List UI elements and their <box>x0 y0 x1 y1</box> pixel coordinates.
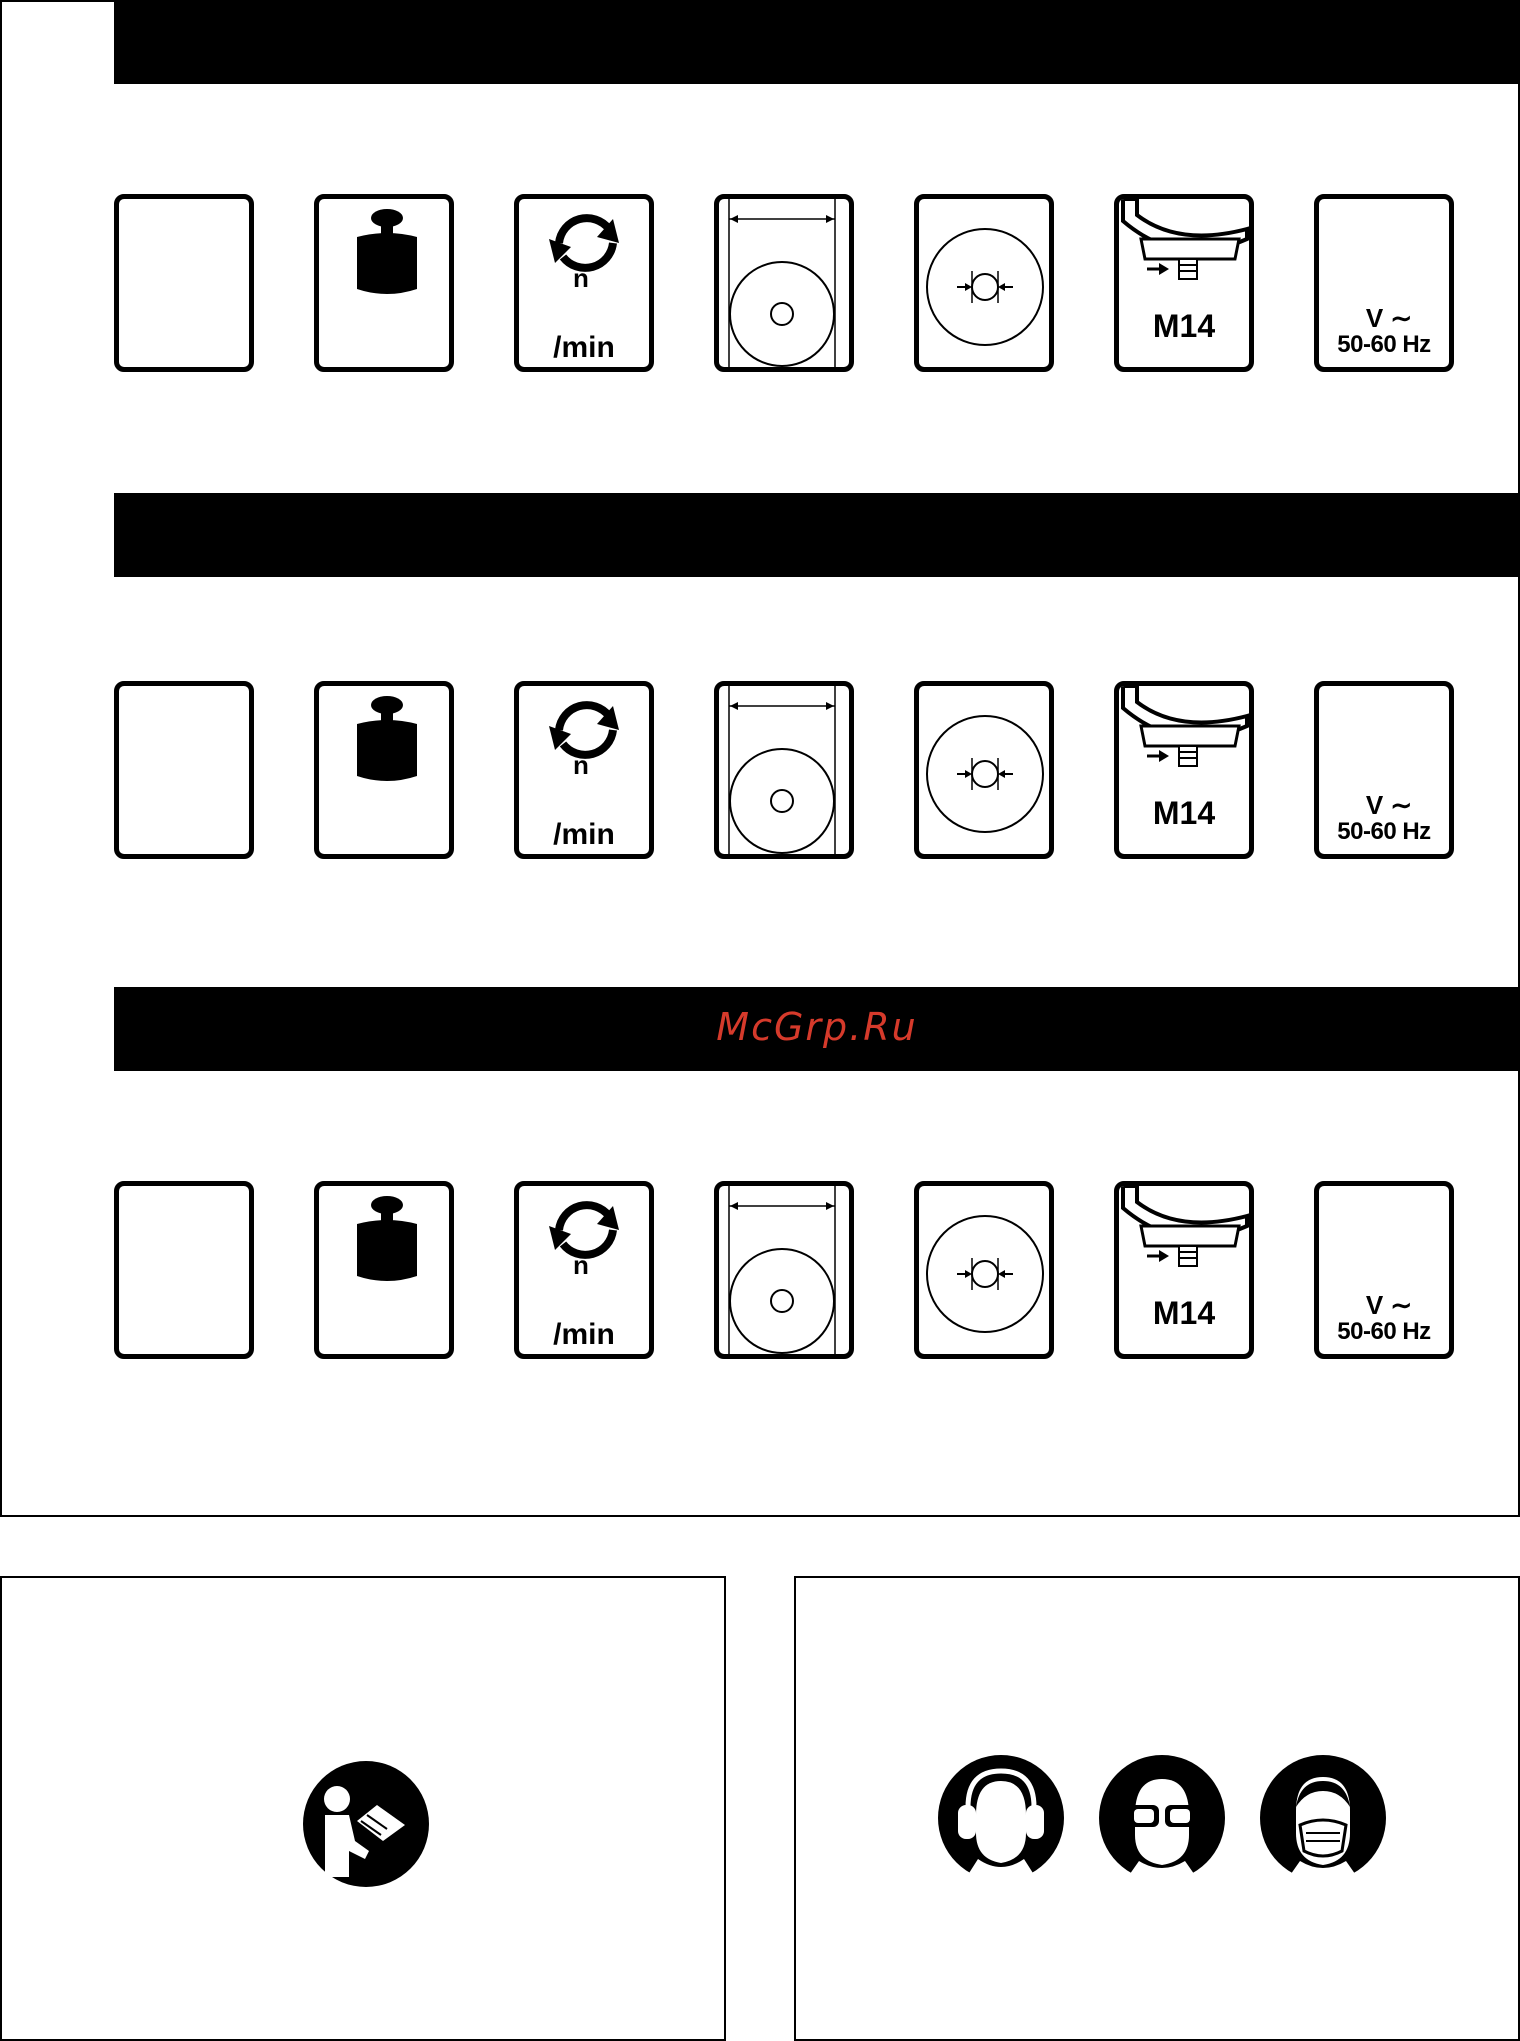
speed-symbol: n <box>573 263 589 293</box>
spindle-thread-tile <box>1114 681 1254 859</box>
voltage-label <box>1329 303 1449 334</box>
spec-row-1 <box>114 194 1454 374</box>
speed-tile <box>514 1181 654 1359</box>
voltage-label <box>1329 1290 1449 1321</box>
speed-unit: /min <box>553 818 615 851</box>
header-bar-2 <box>114 493 1520 577</box>
disc-diameter-icon <box>719 1186 849 1354</box>
disc-diameter-icon <box>719 686 849 854</box>
voltage-tile <box>1314 681 1454 859</box>
weight-icon <box>319 686 449 854</box>
blank-tile <box>114 194 254 372</box>
speed-unit: /min <box>553 1318 615 1351</box>
speed-symbol: n <box>573 1250 589 1280</box>
spec-row-3 <box>114 1181 1454 1361</box>
voltage-tile <box>1314 1181 1454 1359</box>
manual-panel <box>0 1576 726 2041</box>
header-bar-3 <box>114 987 1520 1071</box>
blank-tile <box>114 1181 254 1359</box>
disc-diameter-tile <box>714 1181 854 1359</box>
header-bar-1 <box>114 0 1520 84</box>
weight-icon <box>319 199 449 367</box>
voltage-tile <box>1314 194 1454 372</box>
voltage-symbol: V <box>1365 1290 1384 1320</box>
voltage-symbol: V <box>1365 790 1384 820</box>
weight-icon <box>319 1186 449 1354</box>
voltage-label <box>1329 790 1449 821</box>
read-manual-icon <box>303 1761 429 1887</box>
thread-size: M14 <box>1152 308 1216 344</box>
watermark: McGrp.Ru <box>716 1005 918 1049</box>
weight-tile <box>314 1181 454 1359</box>
disc-diameter-tile <box>714 681 854 859</box>
bore-diameter-tile <box>914 681 1054 859</box>
speed-tile <box>514 681 654 859</box>
ac-wave-icon: ∼ <box>1383 790 1413 820</box>
weight-tile <box>314 194 454 372</box>
speed-tile <box>514 194 654 372</box>
ppe-panel <box>794 1576 1520 2041</box>
spindle-thread-tile <box>1114 194 1254 372</box>
dust-mask-icon <box>1260 1755 1386 1881</box>
bore-diameter-icon <box>919 199 1049 367</box>
bore-diameter-icon <box>919 686 1049 854</box>
ac-wave-icon: ∼ <box>1383 303 1413 333</box>
thread-size: M14 <box>1152 795 1216 831</box>
frequency: 50-60 Hz <box>1337 331 1431 358</box>
ear-protection-icon <box>938 1755 1064 1881</box>
disc-diameter-tile <box>714 194 854 372</box>
ac-wave-icon: ∼ <box>1383 1290 1413 1320</box>
thread-size: M14 <box>1152 1295 1216 1331</box>
frequency: 50-60 Hz <box>1337 818 1431 845</box>
bore-diameter-icon <box>919 1186 1049 1354</box>
bore-diameter-tile <box>914 194 1054 372</box>
spindle-thread-tile <box>1114 1181 1254 1359</box>
speed-unit: /min <box>553 331 615 364</box>
weight-tile <box>314 681 454 859</box>
voltage-symbol: V <box>1365 303 1384 333</box>
blank-tile <box>114 681 254 859</box>
eye-protection-icon <box>1099 1755 1225 1881</box>
bore-diameter-tile <box>914 1181 1054 1359</box>
disc-diameter-icon <box>719 199 849 367</box>
spec-row-2 <box>114 681 1454 861</box>
frequency: 50-60 Hz <box>1337 1318 1431 1345</box>
speed-symbol: n <box>573 750 589 780</box>
